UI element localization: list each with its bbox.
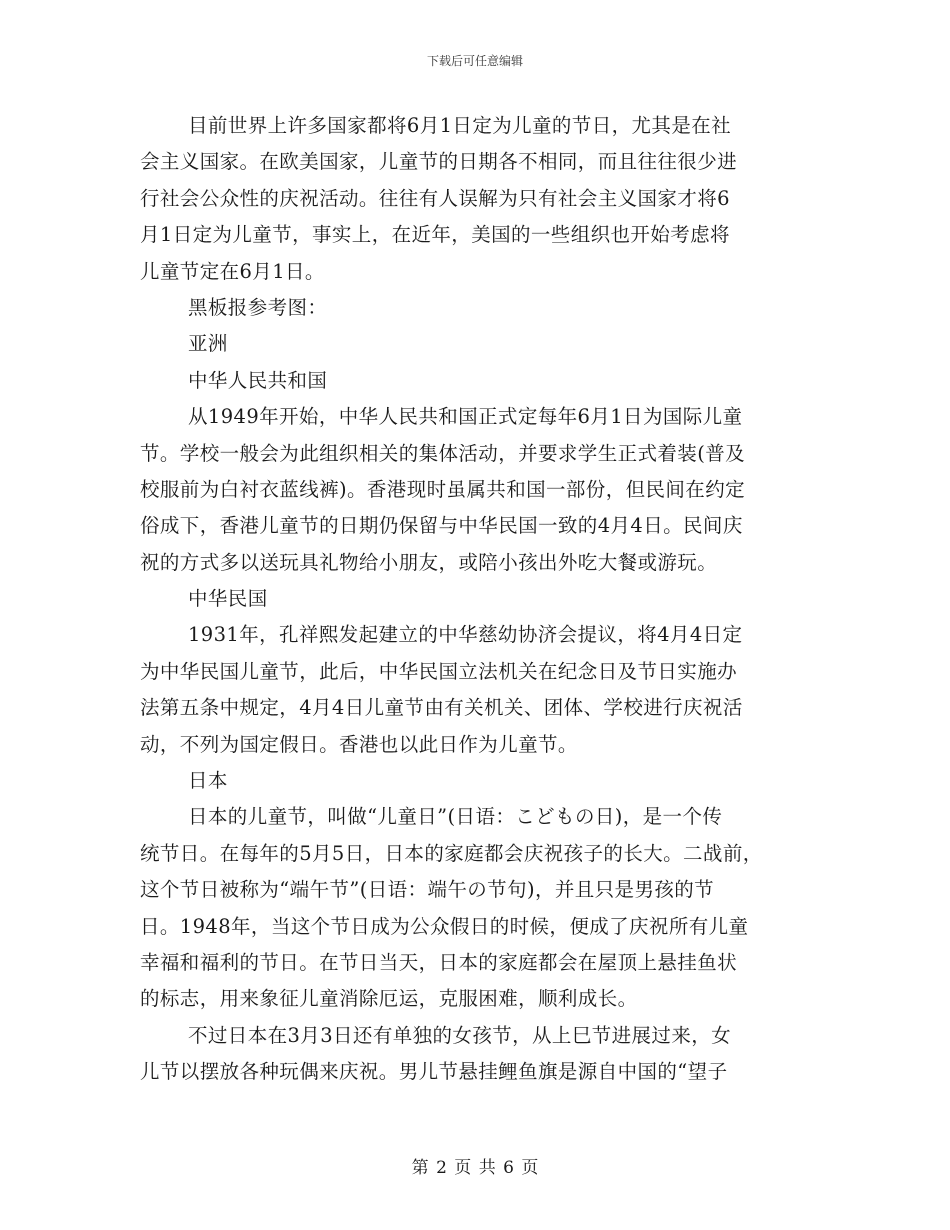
text-line: 俗成下，香港儿童节的日期仍保留与中华民国一致的4月4日。民间庆 <box>140 514 743 538</box>
text-line: 统节日。在每年的5月5日，日本的家庭都会庆祝孩子的长大。二战前， <box>140 841 763 865</box>
text-line: 这个节日被称为“端午节”(日语：端午の节句)，并且只是男孩的节 <box>140 878 715 902</box>
text-line: 校服前为白衬衣蓝线裤)。香港现时虽属共和国一部份，但民间在约定 <box>140 477 746 501</box>
document-body <box>140 108 830 1091</box>
text-line: 日本的儿童节，叫做“儿童日”(日语：こどもの日)，是一个传 <box>188 805 723 829</box>
text-line: 幸福和福利的节日。在节日当天，日本的家庭都会在屋顶上悬挂鱼状 <box>140 950 738 974</box>
text-line: 目前世界上许多国家都将6月1日定为儿童的节日，尤其是在社 <box>188 114 732 137</box>
text-line: 不过日本在3月3日还有单独的女孩节，从上巳节进展过来，女 <box>188 1023 732 1047</box>
text-line: 会主义国家。在欧美国家，儿童节的日期各不相同，而且往往很少进 <box>140 150 738 174</box>
text-line: 黑板报参考图： <box>188 295 328 319</box>
text-line: 节。学校一般会为此组织相关的集体活动，并要求学生正式着装(普及 <box>140 441 746 465</box>
text-line: 日本 <box>188 769 228 793</box>
text-line: 法第五条中规定，4月4日儿童节由有关机关、团体、学校进行庆祝活 <box>140 696 743 720</box>
text-line: 为中华民国儿童节，此后，中华民国立法机关在纪念日及节日实施办 <box>140 659 738 683</box>
text-line: 1931年，孔祥熙发起建立的中华慈幼协济会提议，将4月4日定 <box>188 623 743 647</box>
text-line: 动，不列为国定假日。香港也以此日作为儿童节。 <box>140 732 578 756</box>
page-header: 下载后可任意编辑 <box>426 54 523 68</box>
text-line: 儿节以摆放各种玩偶来庆祝。男儿节悬挂鲤鱼旗是源自中国的“望子 <box>140 1060 728 1084</box>
text-line: 祝的方式多以送玩具礼物给小朋友，或陪小孩出外吃大餐或游玩。 <box>140 550 718 574</box>
text-line: 亚洲 <box>188 332 228 356</box>
page-number-footer: 第 2 页 共 6 页 <box>411 1158 539 1178</box>
text-line: 的标志，用来象征儿童消除厄运，克服困难，顺利成长。 <box>140 987 638 1011</box>
text-line: 日。1948年，当这个节日成为公众假日的时候，便成了庆祝所有儿童 <box>140 914 749 938</box>
text-line: 中华人民共和国 <box>188 368 328 392</box>
text-line: 从1949年开始，中华人民共和国正式定每年6月1日为国际儿童 <box>188 405 743 429</box>
text-line: 儿童节定在6月1日。 <box>140 259 325 283</box>
text-line: 月1日定为儿童节，事实上，在近年，美国的一些组织也开始考虑将 <box>140 223 730 247</box>
text-line: 中华民国 <box>188 587 268 611</box>
text-line: 行社会公众性的庆祝活动。往往有人误解为只有社会主义国家才将6 <box>140 186 730 210</box>
